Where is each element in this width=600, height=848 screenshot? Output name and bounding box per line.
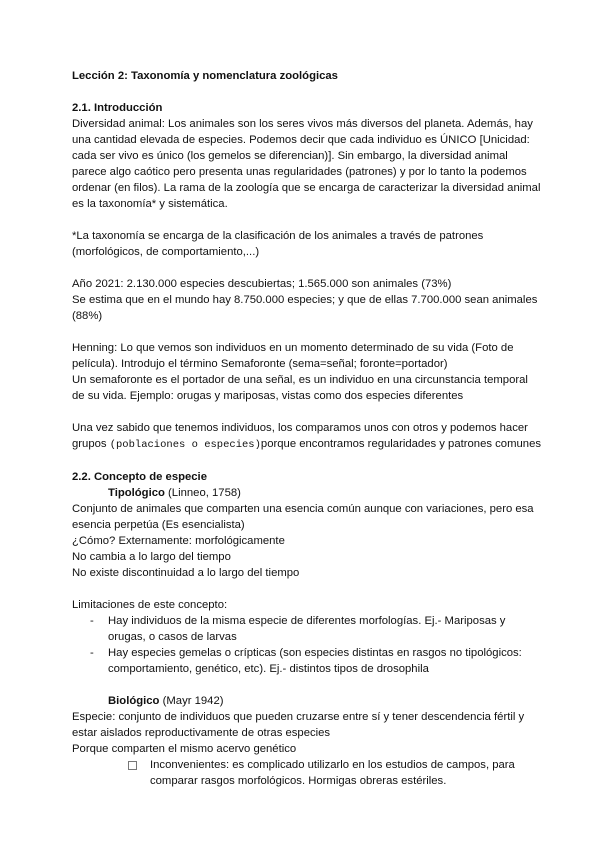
biologico-reason: Porque comparten el mismo acervo genético bbox=[72, 743, 297, 755]
groups-paragraph bbox=[72, 420, 542, 453]
limitaciones-label: Limitaciones de este concepto: bbox=[72, 599, 228, 611]
henning-paragraph: Henning: Lo que vemos son individuos en un momento determinado de su vida (Foto de película). Introdujo el término Semaforonte (sema=señal; foronte=portador) bbox=[72, 342, 514, 370]
document-title: Lección 2: Taxonomía y nomenclatura zoológicas bbox=[72, 70, 338, 82]
tipologico-no-discontinuity: No existe discontinuidad a lo largo del tiempo bbox=[72, 567, 300, 579]
species-estimate: Se estima que en el mundo hay 8.750.000 especies; y que de ellas 7.700.000 sean animales (88%) bbox=[72, 294, 538, 322]
tipologico-heading bbox=[72, 485, 542, 501]
groups-text-start: Una vez sabido que tenemos individuos, los comparamos unos con otros y podemos hacer grupos bbox=[72, 422, 528, 450]
groups-monospace-text: (poblaciones o especies) bbox=[109, 439, 261, 451]
dash-bullet: - bbox=[90, 615, 94, 627]
tipologico-label: Tipológico bbox=[108, 487, 165, 499]
semaforonte-paragraph: Un semaforonte es el portador de una señal, es un individuo en una circunstancia temporal de su vida. Ejemplo: orugas y mariposas, vistas como dos especies diferentes bbox=[72, 374, 528, 402]
tipologico-how: ¿Cómo? Externamente: morfológicamente bbox=[72, 535, 285, 547]
biologico-heading bbox=[72, 693, 542, 709]
box-bullet-icon bbox=[128, 761, 137, 770]
intro-paragraph: Diversidad animal: Los animales son los seres vivos más diversos del planeta. Además, hay una cantidad elevada de especies. Podemos decir que cada individuo es ÚNICO [Unicidad: cada ser vivo es único (los gemelos se diferencian)]. Sin embargo, la diversidad animal parece algo caótico pero presenta unas regularidades (patrones) y por lo tanto la podemos ordenar (en filos). La rama de la zoología que se encarga de caracterizar la diversidad animal es la taxonomía* y sistemática. bbox=[72, 118, 541, 210]
tipologico-author: (Linneo, 1758) bbox=[164, 487, 241, 499]
biologico-label: Biológico bbox=[108, 695, 160, 707]
list-item: - Hay individuos de la misma especie de diferentes morfologías. Ej.- Mariposas y orugas, o casos de larvas bbox=[90, 615, 506, 643]
dash-bullet: - bbox=[90, 647, 94, 659]
section-heading-introduccion: 2.1. Introducción bbox=[72, 102, 163, 114]
tipologico-definition: Conjunto de animales que comparten una esencia común aunque con variaciones, pero esa esencia perpetúa (Es esencialista) bbox=[72, 503, 534, 531]
biologico-definition: Especie: conjunto de individuos que pueden cruzarse entre sí y tener descendencia fértil y estar aislados reproductivamente de otras especies bbox=[72, 711, 525, 739]
biologico-author: (Mayr 1942) bbox=[159, 695, 224, 707]
limitaciones-list bbox=[72, 613, 542, 677]
document-content bbox=[72, 68, 542, 789]
list-item: - Hay especies gemelas o crípticas (son especies distintas en rasgos no tipológicos: comportamiento, genético, etc). Ej.- distintos tipos de drosophila bbox=[90, 647, 522, 675]
section-heading-concepto-especie: 2.2. Concepto de especie bbox=[72, 471, 207, 483]
inconvenientes-item: Inconvenientes: es complicado utilizarlo en los estudios de campos, para comparar rasgos morfológicos. Hormigas obreras estériles. bbox=[72, 757, 542, 789]
species-stats-2021: Año 2021: 2.130.000 especies descubiertas; 1.565.000 son animales (73%) bbox=[72, 278, 452, 290]
tipologico-no-change: No cambia a lo largo del tiempo bbox=[72, 551, 231, 563]
groups-text-end: porque encontramos regularidades y patrones comunes bbox=[260, 438, 541, 450]
taxonomy-footnote: *La taxonomía se encarga de la clasificación de los animales a través de patrones (morfológicos, de comportamiento,...) bbox=[72, 230, 484, 258]
